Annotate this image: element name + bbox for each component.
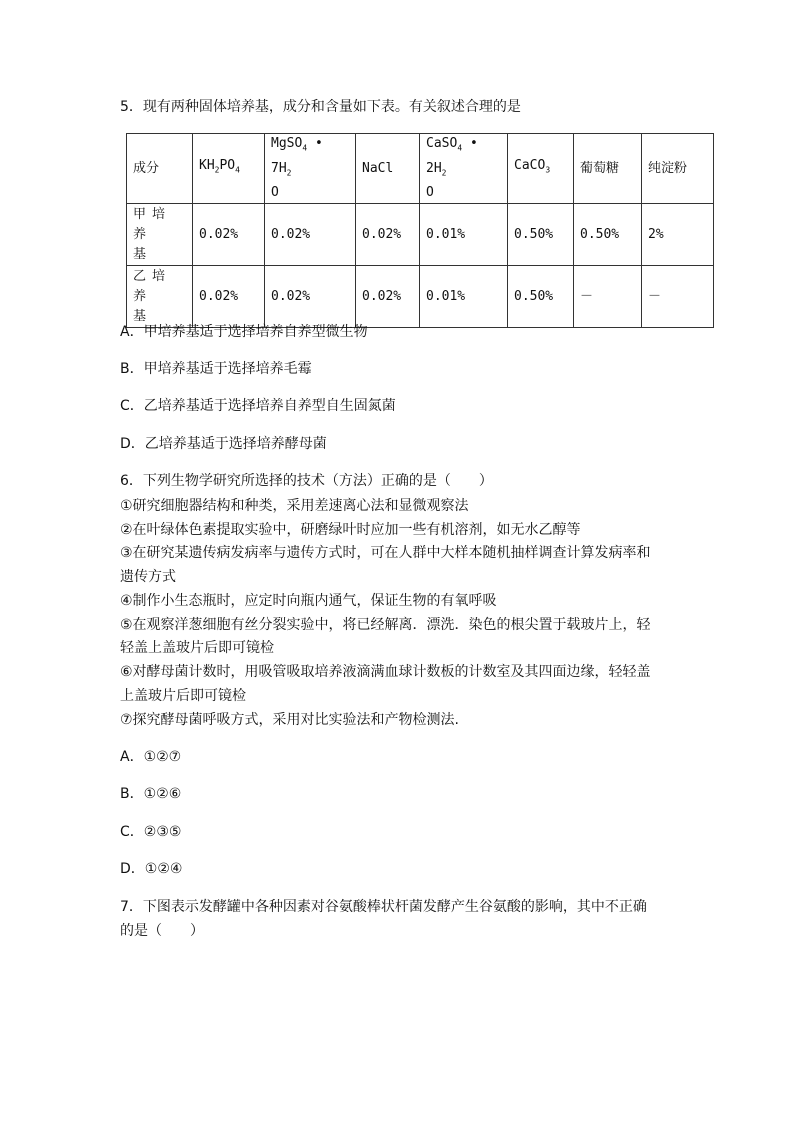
q5-option-d[interactable]: D．乙培养基适于选择培养酵母菌	[120, 436, 327, 452]
q5-option-c[interactable]: C．乙培养基适于选择培养自养型自生固氮菌	[120, 398, 396, 414]
table-cell: 0.50%	[508, 204, 574, 266]
table-cell: 0.02%	[356, 204, 420, 266]
q6-item: ⑥对酵母菌计数时，用吸管吸取培养液滴满血球计数板的计数室及其四面边缘，轻轻盖	[120, 664, 651, 680]
header-cell: 成分	[127, 134, 193, 204]
header-cell: NaCl	[356, 134, 420, 204]
row-label: 甲培养 基	[127, 204, 193, 266]
q6-item: ①研究细胞器结构和种类，采用差速离心法和显微观察法	[120, 498, 469, 514]
q6-option-b[interactable]: B．①②⑥	[120, 786, 182, 802]
q6-item: ③在研究某遗传病发病率与遗传方式时，可在人群中大样本随机抽样调查计算发病率和	[120, 545, 651, 561]
q6-item: 轻盖上盖玻片后即可镜检	[120, 640, 274, 656]
table-cell: 0.02%	[193, 204, 265, 266]
table-cell: 0.01%	[420, 204, 508, 266]
table-cell: 0.50%	[508, 266, 574, 328]
header-cell: 葡萄糖	[574, 134, 642, 204]
header-cell: CaCO$_3$	[508, 134, 574, 204]
row-label: 乙培养 基	[127, 266, 193, 328]
q6-stem: 6．下列生物学研究所选择的技术（方法）正确的是（ ）	[120, 473, 493, 489]
table-cell: 0.02%	[265, 204, 356, 266]
q5-stem: 5．现有两种固体培养基，成分和含量如下表。有关叙述合理的是	[120, 99, 521, 115]
header-cell: CaSO$_4$ • $2H_2$ O	[420, 134, 508, 204]
q6-item: 上盖玻片后即可镜检	[120, 688, 246, 704]
table-header-row	[127, 134, 714, 204]
q5-option-a[interactable]: A．甲培养基适于选择培养自养型微生物	[120, 324, 368, 340]
table-cell: －	[642, 266, 714, 328]
q6-item: ⑦探究酵母菌呼吸方式，采用对比实验法和产物检测法.	[120, 712, 459, 728]
q6-option-d[interactable]: D．①②④	[120, 861, 183, 877]
header-cell: MgSO$_4$ • $7H_2$ O	[265, 134, 356, 204]
table-cell: －	[574, 266, 642, 328]
header-cell: $KH_2PO_4$	[193, 134, 265, 204]
table-cell: 0.02%	[193, 266, 265, 328]
table-cell: 0.02%	[265, 266, 356, 328]
media-table	[126, 133, 714, 328]
table-row	[127, 266, 714, 328]
q6-option-a[interactable]: A．①②⑦	[120, 749, 182, 765]
table-cell: 2%	[642, 204, 714, 266]
table-row	[127, 204, 714, 266]
q6-item: ②在叶绿体色素提取实验中，研磨绿叶时应加一些有机溶剂，如无水乙醇等	[120, 522, 581, 538]
q5-option-b[interactable]: B．甲培养基适于选择培养毛霉	[120, 361, 312, 377]
table-cell: 0.01%	[420, 266, 508, 328]
table-cell: 0.02%	[356, 266, 420, 328]
q7-stem: 的是（ ）	[120, 923, 204, 939]
q6-option-c[interactable]: C．②③⑤	[120, 824, 182, 840]
q7-stem: 7．下图表示发酵罐中各种因素对谷氨酸棒状杆菌发酵产生谷氨酸的影响，其中不正确	[120, 899, 647, 915]
table-cell: 0.50%	[574, 204, 642, 266]
header-cell: 纯淀粉	[642, 134, 714, 204]
q6-item: ⑤在观察洋葱细胞有丝分裂实验中，将已经解离．漂洗．染色的根尖置于载玻片上，轻	[120, 617, 651, 633]
q6-item: 遗传方式	[120, 569, 176, 585]
q6-item: ④制作小生态瓶时，应定时向瓶内通气，保证生物的有氧呼吸	[120, 593, 497, 609]
